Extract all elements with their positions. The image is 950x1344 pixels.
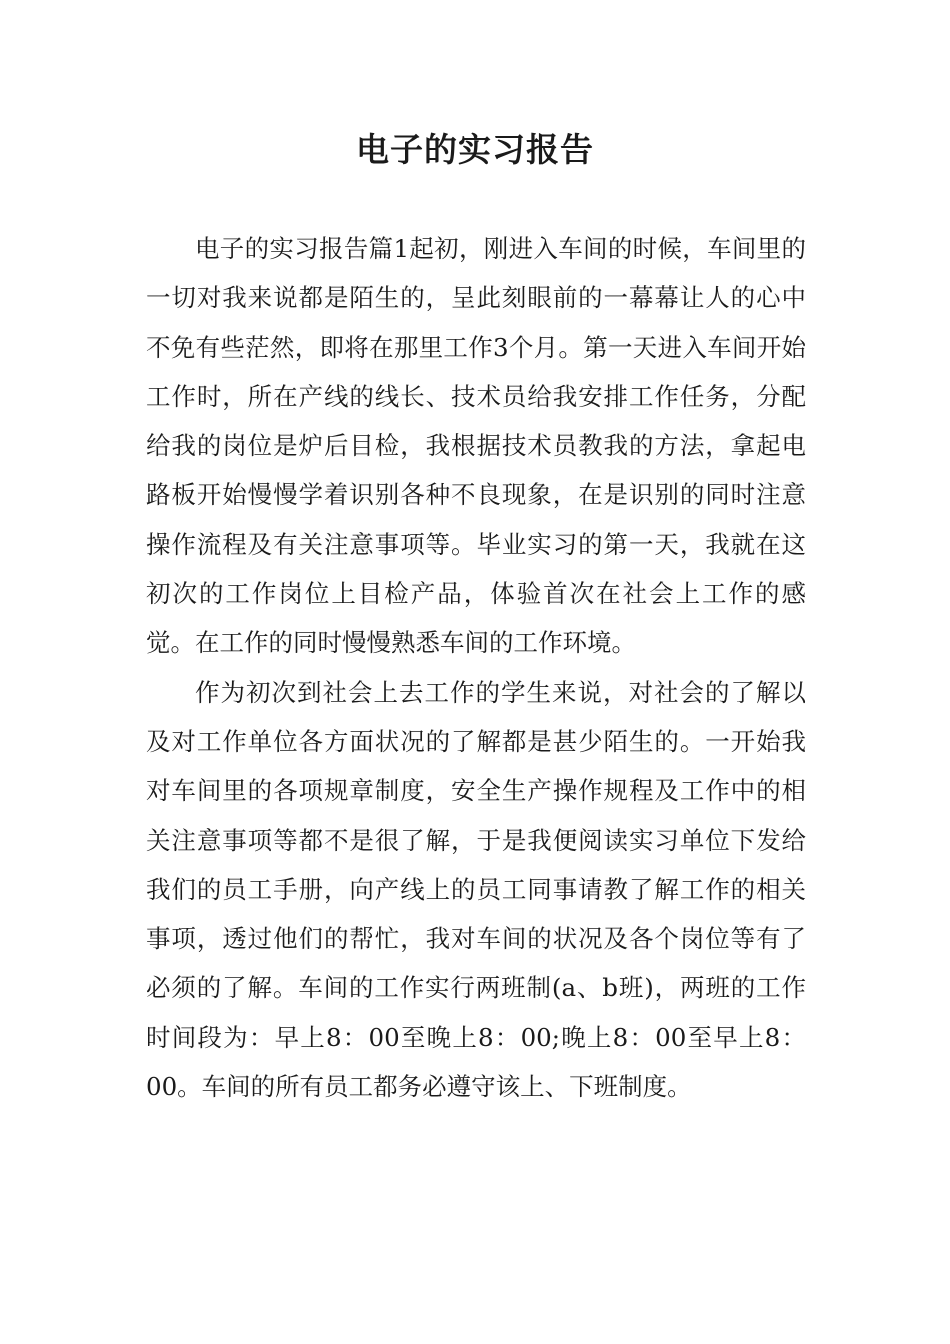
paragraph-2: 作为初次到社会上去工作的学生来说，对社会的了解以及对工作单位各方面状况的了解都是甚少陌生的。一开始我对车间里的各项规章制度，安全生产操作规程及工作中的相关注意事项等都不是很了解，于是我便阅读实习单位下发给我们的员工手册，向产线上的员工同事请教了解工作的相关事项，透过他们的帮忙，我对车间的状况及各个岗位等有了必须的了解。车间的工作实行两班制(a、b班)，两班的工作时间段为：早上8：00至晚上8：00;晚上8：00至早上8：00。车间的所有员工都务必遵守该上、下班制度。	[146, 677, 806, 1102]
document-body	[146, 224, 806, 1111]
paragraph-1: 电子的实习报告篇1起初，刚进入车间的时候，车间里的一切对我来说都是陌生的，呈此刻眼前的一幕幕让人的心中不免有些茫然，即将在那里工作3个月。第一天进入车间开始工作时，所在产线的线长、技术员给我安排工作任务，分配给我的岗位是炉后目检，我根据技术员教我的方法，拿起电路板开始慢慢学着识别各种不良现象，在是识别的同时注意操作流程及有关注意事项等。毕业实习的第一天，我就在这初次的工作岗位上目检产品，体验首次在社会上工作的感觉。在工作的同时慢慢熟悉车间的工作环境。	[146, 234, 806, 658]
document-title: 电子的实习报告	[356, 130, 594, 169]
